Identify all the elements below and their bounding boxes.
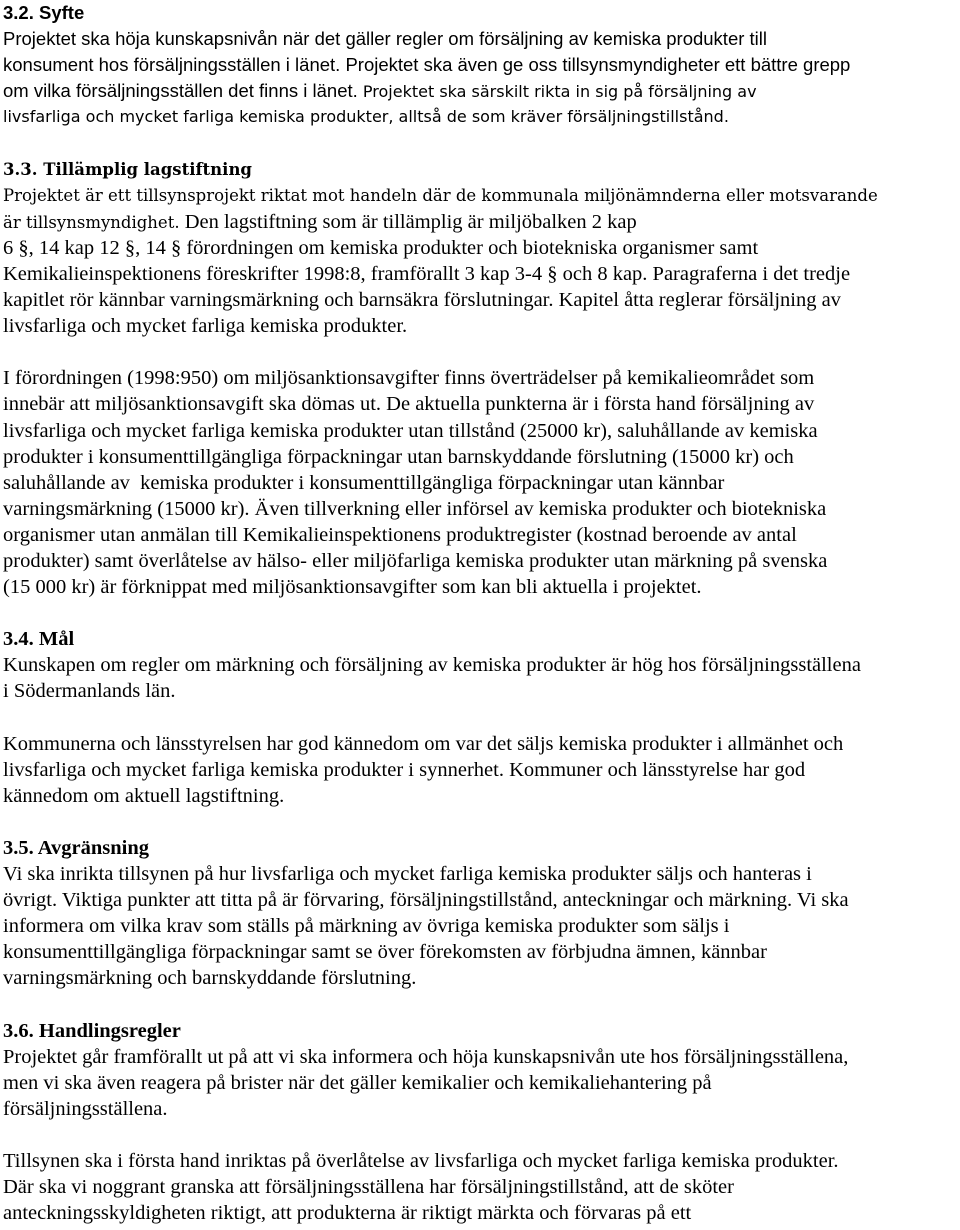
paragraph bbox=[3, 1148, 957, 1226]
section-heading: 3.4. Mål bbox=[3, 628, 75, 651]
text-line: kännedom om aktuell lagstiftning. bbox=[3, 784, 285, 807]
section-syfte bbox=[3, 0, 957, 130]
text-line: men vi ska även reagera på brister när det gäller kemikalier och kemikaliehantering på bbox=[3, 1071, 712, 1094]
text-line: produkter i konsumenttillgängliga förpackningar utan barnskyddande förslutning (15000 kr) och bbox=[3, 445, 794, 468]
text-line: livsfarliga och mycket farliga kemiska produkter, alltså de som kräver försäljningstillstånd. bbox=[3, 107, 729, 127]
section-tillamplig-lagstiftning bbox=[3, 157, 957, 601]
section-mal bbox=[3, 626, 957, 809]
section-heading: 3.2. Syfte bbox=[3, 2, 85, 23]
text-segment: om vilka försäljningsställen det finns i länet. bbox=[3, 80, 363, 102]
text-line: informera om vilka krav som ställs på märkning av övriga kemiska produkter som säljs i bbox=[3, 915, 730, 938]
text-line: konsument hos försäljningsställen i länet. Projektet ska även ge oss tillsynsmyndigheter ett bättre grepp bbox=[3, 54, 851, 76]
text-line: i Södermanlands län. bbox=[3, 680, 176, 703]
text-segment: Projektet ska särskilt rikta in sig på försäljning av bbox=[362, 82, 757, 102]
text-line bbox=[3, 78, 957, 104]
text-line: varningsmärkning (15000 kr). Även tillverkning eller införsel av kemiska produkter och biotekniska bbox=[3, 497, 827, 520]
text-line: (15 000 kr) är förknippat med miljösanktionsavgifter som kan bli aktuella i projektet. bbox=[3, 576, 702, 599]
section-handlingsregler bbox=[3, 1018, 957, 1227]
paragraph bbox=[3, 731, 957, 809]
text-line: Projektet ska höja kunskapsnivån när det gäller regler om försäljning av kemiska produkter till bbox=[3, 28, 768, 50]
text-line: kapitlet rör kännbar varningsmärkning och barnsäkra förslutningar. Kapitel åtta reglerar försäljning av bbox=[3, 289, 841, 312]
text-line: konsumenttillgängliga förpackningar samt se över förekomsten av förbjudna ämnen, kännbar bbox=[3, 941, 767, 964]
text-line: livsfarliga och mycket farliga kemiska produkter utan tillstånd (25000 kr), saluhållande av kemiska bbox=[3, 419, 818, 442]
text-line: övrigt. Viktiga punkter att titta på är förvaring, försäljningstillstånd, anteckningar och märkning. Vi ska bbox=[3, 889, 849, 912]
text-line: försäljningsställena. bbox=[3, 1097, 168, 1120]
text-line: innebär att miljösanktionsavgift ska dömas ut. De aktuella punkterna är i första hand försäljning av bbox=[3, 393, 815, 416]
text-line: produkter) samt överlåtelse av hälso- eller miljöfarliga kemiska produkter utan märkning på svenska bbox=[3, 549, 828, 572]
text-segment: Den lagstiftning som är tillämplig är miljöbalken 2 kap bbox=[179, 210, 637, 233]
paragraph bbox=[3, 26, 957, 130]
text-line: Projektet är ett tillsynsprojekt riktat mot handeln där de kommunala miljönämnderna eller motsvarande bbox=[3, 185, 878, 205]
text-line: I förordningen (1998:950) om miljösanktionsavgifter finns överträdelser på kemikalieområdet som bbox=[3, 367, 815, 390]
text-line bbox=[3, 209, 957, 235]
paragraph bbox=[3, 1044, 957, 1122]
text-line: livsfarliga och mycket farliga kemiska produkter i synnerhet. Kommuner och länsstyrelse har god bbox=[3, 758, 806, 781]
text-line: Kunskapen om regler om märkning och försäljning av kemiska produkter är hög hos försäljningsställena bbox=[3, 654, 861, 677]
paragraph bbox=[3, 365, 957, 600]
text-line: varningsmärkning och barnskyddande förslutning. bbox=[3, 967, 417, 990]
text-segment: är tillsynsmyndighet. bbox=[3, 212, 180, 232]
text-line: Vi ska inrikta tillsynen på hur livsfarliga och mycket farliga kemiska produkter säljs och hanteras i bbox=[3, 863, 812, 886]
text-line: organismer utan anmälan till Kemikalieinspektionens produktregister (kostnad beroende av antal bbox=[3, 523, 797, 546]
text-line: 6 §, 14 kap 12 §, 14 § förordningen om kemiska produkter och biotekniska organismer samt bbox=[3, 236, 759, 259]
section-heading: 3.6. Handlingsregler bbox=[3, 1019, 181, 1042]
section-heading: 3.5. Avgränsning bbox=[3, 837, 150, 859]
text-line: Kemikalieinspektionens föreskrifter 1998:8, framförallt 3 kap 3-4 § och 8 kap. Paragraferna i det tredje bbox=[3, 262, 851, 285]
paragraph bbox=[3, 183, 957, 340]
section-avgransning bbox=[3, 835, 957, 992]
section-heading: 3.3. Tillämplig lagstiftning bbox=[3, 159, 252, 179]
text-line: livsfarliga och mycket farliga kemiska produkter. bbox=[3, 315, 408, 338]
paragraph bbox=[3, 861, 957, 991]
paragraph bbox=[3, 652, 957, 704]
text-line: Kommunerna och länsstyrelsen har god kännedom om var det säljs kemiska produkter i allmänhet och bbox=[3, 732, 844, 755]
text-line: Där ska vi noggrant granska att försäljningsställena har försäljningstillstånd, att de sköter bbox=[3, 1176, 734, 1199]
text-line: anteckningsskyldigheten riktigt, att produkterna är riktigt märkta och förvaras på ett bbox=[3, 1202, 692, 1225]
text-line: Tillsynen ska i första hand inriktas på överlåtelse av livsfarliga och mycket farliga kemiska produkter. bbox=[3, 1150, 839, 1173]
text-line: saluhållande av kemiska produkter i konsumenttillgängliga förpackningar utan kännbar bbox=[3, 471, 725, 494]
text-line: Projektet går framförallt ut på att vi ska informera och höja kunskapsnivån ute hos försäljningsställena, bbox=[3, 1045, 849, 1068]
